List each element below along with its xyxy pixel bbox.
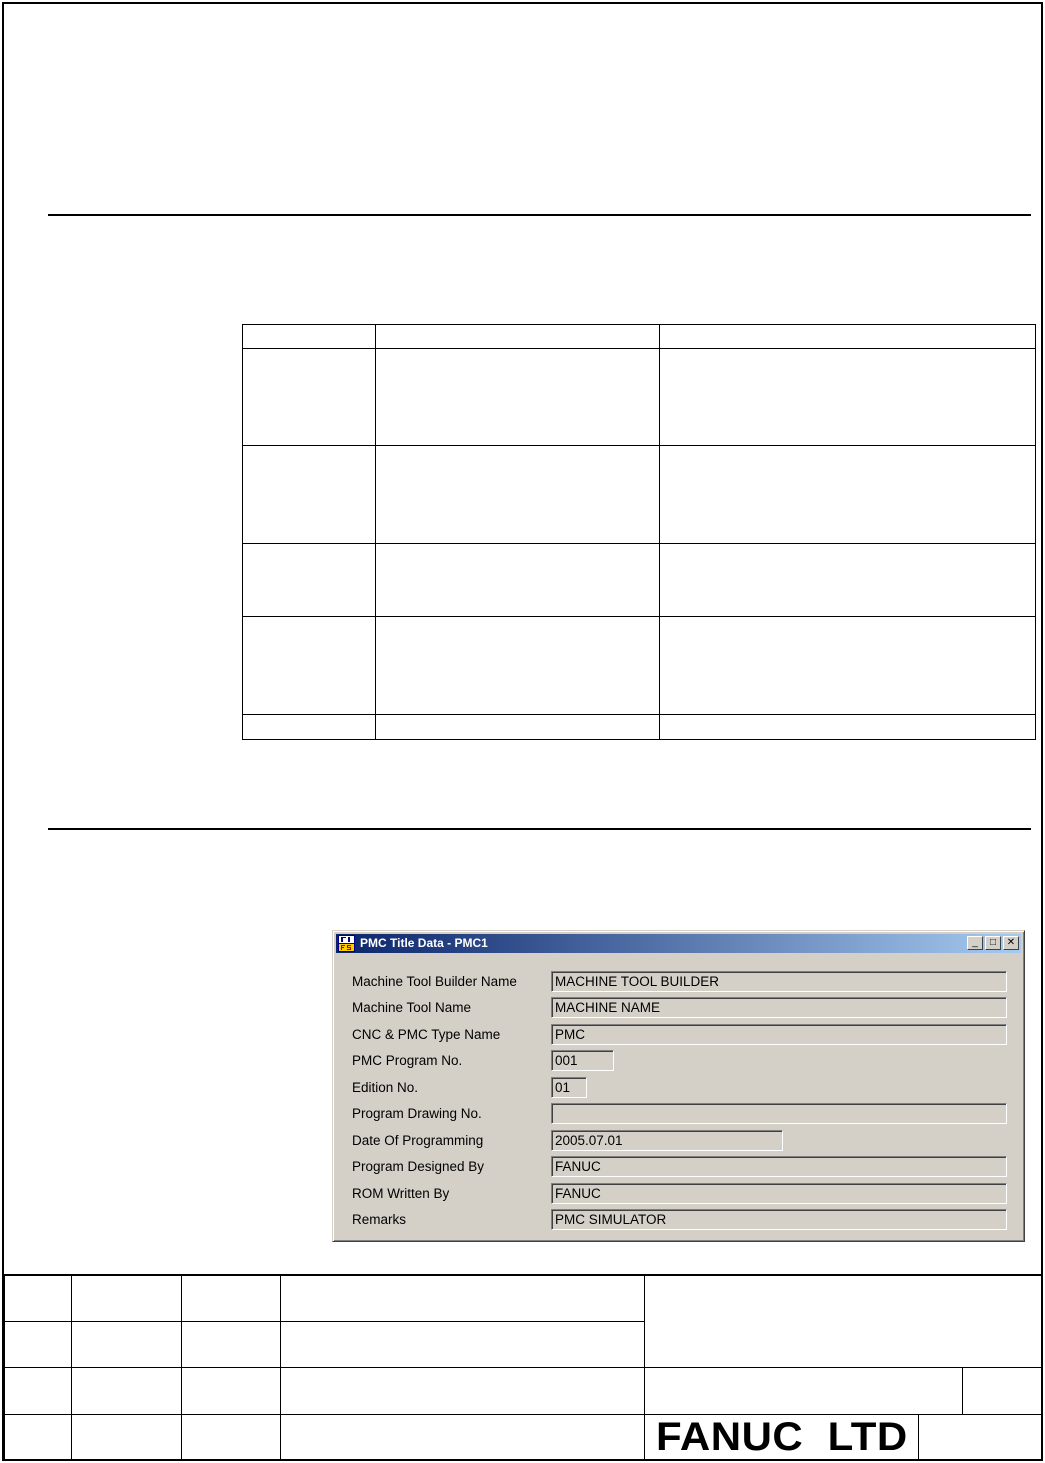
machine-tool-builder-name-field[interactable]: MACHINE TOOL BUILDER: [551, 971, 1007, 992]
cnc-pmc-type-name-field[interactable]: PMC: [551, 1024, 1007, 1045]
table-row: [243, 617, 1036, 715]
label-rom-written-by: ROM Written By: [352, 1186, 450, 1201]
blank-table: [242, 324, 1036, 740]
maximize-button[interactable]: □: [985, 936, 1001, 950]
close-button[interactable]: ✕: [1003, 936, 1019, 950]
label-date-of-programming: Date Of Programming: [352, 1133, 484, 1148]
table-row: [243, 325, 1036, 349]
title-block: [4, 1274, 1042, 1461]
label-program-designed-by: Program Designed By: [352, 1159, 485, 1174]
table-row: [5, 1367, 1042, 1414]
label-remarks: Remarks: [352, 1212, 407, 1227]
section-rule-top: [48, 214, 1031, 216]
rom-written-by-field[interactable]: FANUC: [551, 1183, 1007, 1204]
pmc-program-no-field[interactable]: 001: [551, 1050, 614, 1071]
label-edition-no: Edition No.: [352, 1080, 419, 1095]
table-row: [5, 1275, 1042, 1321]
label-pmc-program-no: PMC Program No.: [352, 1053, 463, 1068]
table-row: [243, 544, 1036, 617]
logo-cell: [645, 1414, 919, 1460]
label-machine-tool-name: Machine Tool Name: [352, 1000, 472, 1015]
minimize-button[interactable]: _: [967, 936, 983, 950]
pmc-title-data-dialog: [332, 930, 1025, 1242]
table-row: [243, 446, 1036, 544]
dialog-titlebar[interactable]: [336, 934, 1021, 953]
fanuc-logo: FANUC LTD: [655, 1415, 908, 1459]
label-cnc-pmc-type-name: CNC & PMC Type Name: [352, 1027, 501, 1042]
label-program-drawing-no: Program Drawing No.: [352, 1106, 482, 1121]
app-icon: [338, 935, 355, 952]
program-drawing-no-field[interactable]: [551, 1103, 1007, 1124]
edition-no-field[interactable]: 01: [551, 1077, 587, 1098]
table-row: [243, 715, 1036, 740]
machine-tool-name-field[interactable]: MACHINE NAME: [551, 997, 1007, 1018]
table-row: [5, 1414, 1042, 1460]
remarks-field[interactable]: PMC SIMULATOR: [551, 1209, 1007, 1230]
program-designed-by-field[interactable]: FANUC: [551, 1156, 1007, 1177]
label-machine-tool-builder-name: Machine Tool Builder Name: [352, 974, 517, 989]
dialog-title: PMC Title Data - PMC1: [360, 936, 488, 950]
date-of-programming-field[interactable]: 2005.07.01: [551, 1130, 783, 1151]
section-rule-middle: [48, 828, 1031, 830]
table-row: [243, 349, 1036, 446]
